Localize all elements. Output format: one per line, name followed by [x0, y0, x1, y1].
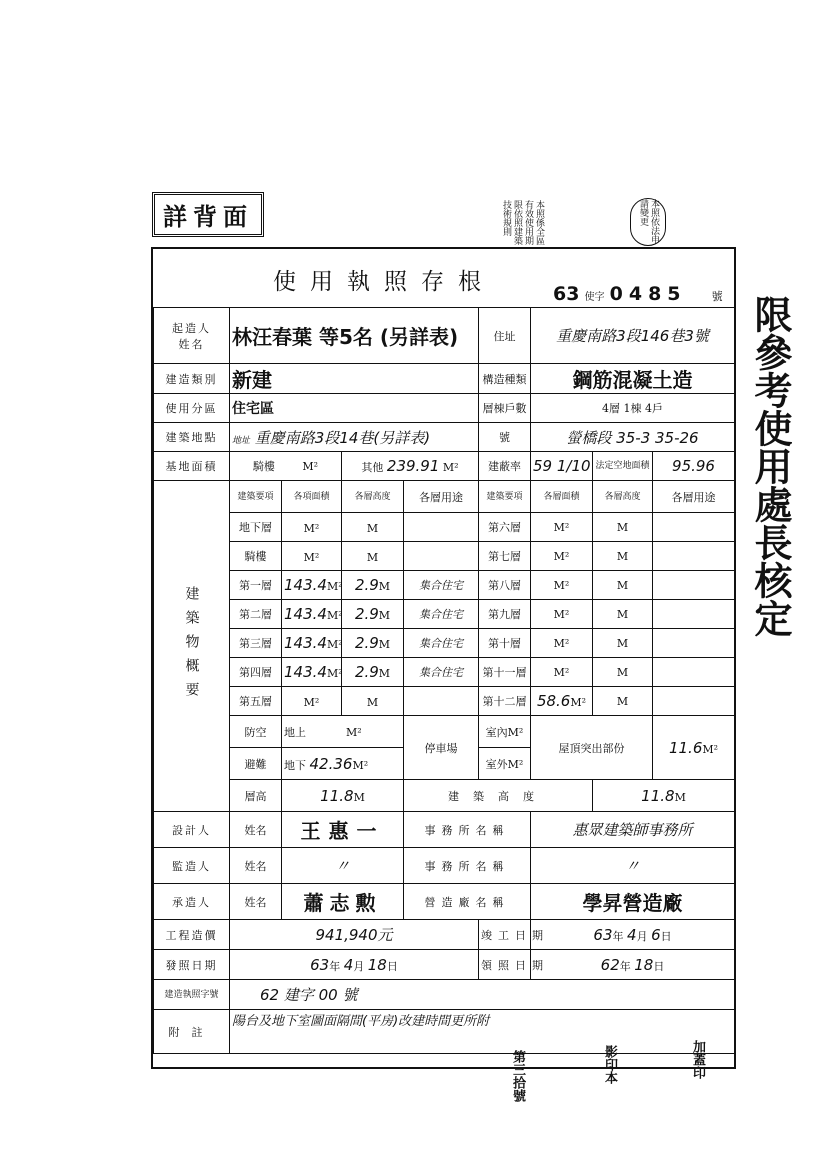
floor-row	[154, 687, 735, 716]
floor-row	[154, 571, 735, 600]
unit-m2: M²	[326, 609, 343, 622]
unit-m2: M²	[326, 580, 343, 593]
cost-row	[154, 920, 735, 950]
issue-day: 18	[367, 955, 387, 974]
floor-area: 143.4	[284, 634, 327, 652]
shelter-row	[154, 716, 735, 748]
corner-stamp-2: 影印本	[602, 1045, 617, 1084]
cost-value: 941,940元	[230, 920, 479, 950]
completion-day: 6	[651, 925, 661, 944]
collect-label: 領照日期	[479, 950, 531, 980]
floors-value: 4層 1棟 4戶	[531, 394, 735, 423]
area-other-label: 其他	[361, 461, 384, 474]
roof-label: 屋頂突出部份	[531, 716, 653, 780]
unit-m: M	[366, 696, 379, 709]
floor-item-right: 第八層	[479, 571, 531, 600]
floor-use-right	[653, 629, 735, 658]
hdr-use-1: 各層用途	[404, 481, 479, 513]
completion-month: 4	[627, 925, 637, 944]
permit-ref-row	[154, 980, 735, 1010]
completion-m: 月	[636, 929, 648, 943]
issue-month: 4	[343, 955, 354, 974]
designer-name-label: 姓名	[230, 812, 282, 848]
floor-use-right	[653, 687, 735, 716]
supervisor-label: 監造人	[154, 848, 230, 884]
floor-height: 2.9	[354, 605, 379, 623]
floor-use: 集合住宅	[404, 571, 479, 600]
unit-m: M	[593, 629, 653, 658]
issue-label: 發照日期	[154, 950, 230, 980]
hdr-height-1: 各層高度	[342, 481, 404, 513]
unit-m2: M²	[303, 522, 320, 535]
floor-height: 2.9	[354, 663, 379, 681]
supervisor-firm: 〃	[531, 848, 735, 884]
floor-height: 2.9	[354, 634, 379, 652]
site-value: 重慶南路3段14巷(另詳表)	[254, 428, 431, 447]
supervisor-row	[154, 848, 735, 884]
legal-label: 法定空地面積	[593, 452, 653, 481]
contractor-firm-label: 營造廠名稱	[404, 884, 531, 920]
unit-m: M	[593, 571, 653, 600]
floor-height-unit: M	[353, 790, 365, 804]
unit-m2: M²	[531, 571, 593, 600]
notes-value: 陽台及地下室圖面隔間(平房)改建時間更所附	[230, 1010, 735, 1054]
floor-area-right: 58.6	[536, 692, 571, 710]
category-label: 建造類別	[154, 364, 230, 394]
unit-m: M	[593, 600, 653, 629]
unit-m2: M²	[303, 551, 320, 564]
unit-m2: M²	[531, 600, 593, 629]
floor-item-left: 第二層	[230, 600, 282, 629]
unit-m2: M²	[531, 629, 593, 658]
permit-word: 使字	[584, 292, 605, 303]
roof-value: 11.6	[668, 738, 703, 757]
shelter-below: 地下	[284, 758, 306, 772]
contractor-label: 承造人	[154, 884, 230, 920]
floor-item-right: 第九層	[479, 600, 531, 629]
ratio-label: 建蔽率	[479, 452, 531, 481]
collect-day: 18	[634, 955, 654, 974]
corner-stamp-1: 第三拾號	[510, 1050, 525, 1102]
permit-ref-label: 建造執照字號	[154, 980, 230, 1010]
building-side-label: 建築物概要	[154, 481, 230, 812]
contractor-row	[154, 884, 735, 920]
designer-firm-label: 事務所名稱	[404, 812, 531, 848]
corner-stamp-3: 加蓋印	[690, 1040, 705, 1079]
completion-year: 63	[593, 925, 613, 944]
shelter-label-2: 避難	[230, 748, 282, 780]
unit-m2: M²	[303, 696, 320, 709]
floor-row	[154, 542, 735, 571]
hdr-use-2: 各層用途	[653, 481, 735, 513]
unit-m: M	[593, 513, 653, 542]
contractor-name: 蕭志勲	[282, 884, 404, 920]
floor-use-right	[653, 542, 735, 571]
designer-row	[154, 812, 735, 848]
designer-firm: 惠眾建築師事務所	[531, 812, 735, 848]
floor-item-left: 地下層	[230, 513, 282, 542]
supervisor-firm-label: 事務所名稱	[404, 848, 531, 884]
contractor-firm: 學昇營造廠	[531, 884, 735, 920]
unit-m: M	[366, 551, 379, 564]
hdr-item-2: 建築要項	[479, 481, 531, 513]
owner-row	[154, 308, 735, 364]
floor-item-right: 第十一層	[479, 658, 531, 687]
unit-m2: M²	[531, 658, 593, 687]
floor-item-right: 第十二層	[479, 687, 531, 716]
floor-use-right	[653, 571, 735, 600]
hdr-area-1: 各項面積	[282, 481, 342, 513]
side-note-2: 本照依法申請變更	[630, 198, 666, 246]
floor-use: 集合住宅	[404, 658, 479, 687]
issue-row	[154, 950, 735, 980]
floor-use-right	[653, 600, 735, 629]
floor-row	[154, 513, 735, 542]
notes-row	[154, 1010, 735, 1054]
unit-m2: M²	[352, 758, 369, 772]
collect-year: 62	[600, 955, 620, 974]
floor-area: 143.4	[284, 576, 327, 594]
floor-use: 集合住宅	[404, 629, 479, 658]
site-addr-prefix: 地址	[232, 435, 251, 446]
floor-use	[404, 513, 479, 542]
supervisor-name-label: 姓名	[230, 848, 282, 884]
issue-d: 日	[386, 959, 398, 973]
floor-use-right	[653, 658, 735, 687]
floor-area: 143.4	[284, 605, 327, 623]
permit-serial: 0485	[609, 283, 687, 305]
hdr-area-2: 各層面積	[531, 481, 593, 513]
floor-row	[154, 658, 735, 687]
parking-label: 停車場	[404, 716, 479, 780]
area-row	[154, 452, 735, 481]
permit-form	[151, 247, 736, 1069]
collect-y: 年	[619, 959, 631, 973]
owner-value: 林汪春葉 等5名 (另詳表)	[230, 308, 479, 364]
unit-m: M	[378, 638, 391, 651]
hdr-item-1: 建築要項	[230, 481, 282, 513]
floor-item-left: 第三層	[230, 629, 282, 658]
floor-item-left: 第五層	[230, 687, 282, 716]
form-title: 使用執照存根	[273, 269, 495, 295]
owner-addr-label: 住址	[479, 308, 531, 364]
zone-label: 使用分區	[154, 394, 230, 423]
permit-number	[553, 283, 723, 305]
owner-label: 起造人 姓名	[154, 308, 230, 364]
area-label: 基地面積	[154, 452, 230, 481]
issue-m: 月	[353, 959, 365, 973]
unit-m2: M²	[702, 742, 719, 756]
unit-m: M	[593, 658, 653, 687]
zone-value: 住宅區	[230, 394, 479, 423]
struct-label: 構造種類	[479, 364, 531, 394]
category-row	[154, 364, 735, 394]
shelter-below-value: 42.36	[309, 754, 353, 773]
detail-back-stamp: 詳背面	[152, 192, 264, 237]
permit-ref-value: 62 建字 00 號	[230, 980, 735, 1010]
permit-suffix: 號	[711, 290, 723, 303]
unit-m: M	[378, 580, 391, 593]
floor-item-right: 第六層	[479, 513, 531, 542]
issue-y: 年	[329, 959, 341, 973]
floor-item-right: 第七層	[479, 542, 531, 571]
floor-use	[404, 542, 479, 571]
floor-height: 2.9	[354, 576, 379, 594]
unit-m2: M²	[531, 542, 593, 571]
area-arcade-unit: M²	[302, 460, 319, 473]
issue-year: 63	[310, 955, 330, 974]
height-row	[154, 780, 735, 812]
unit-m: M	[378, 667, 391, 680]
completion-label: 竣工日期	[479, 920, 531, 950]
unit-m: M	[593, 542, 653, 571]
floor-row	[154, 629, 735, 658]
shelter-above: 地上	[284, 725, 306, 739]
supervisor-name: 〃	[282, 848, 404, 884]
unit-m2: M²	[326, 667, 343, 680]
building-height-unit: M	[674, 790, 686, 804]
unit-m2: M²	[326, 638, 343, 651]
area-other-unit: M²	[442, 461, 459, 474]
owner-addr-value: 重慶南路3段146巷3號	[531, 308, 735, 364]
floor-height-label: 層高	[230, 780, 282, 812]
building-header-row	[154, 481, 735, 513]
permit-table	[153, 307, 735, 1054]
completion-d: 日	[660, 929, 672, 943]
lot-value: 螢橋段 35-3 35-26	[531, 423, 735, 452]
parking-outdoor: 室外M²	[479, 748, 531, 780]
side-note-1: 本照係全區有效使用期限依照建築技術規則	[501, 200, 544, 245]
floor-row	[154, 600, 735, 629]
floor-height-value: 11.8	[320, 786, 354, 805]
floors-label: 層棟戶數	[479, 394, 531, 423]
ratio-value: 59 1/10	[531, 452, 593, 481]
parking-indoor: 室內M²	[479, 716, 531, 748]
contractor-name-label: 姓名	[230, 884, 282, 920]
collect-d: 日	[653, 959, 665, 973]
category-value: 新建	[230, 364, 479, 394]
area-other-value: 239.91	[386, 457, 440, 475]
floor-area: 143.4	[284, 663, 327, 681]
struct-value: 鋼筋混凝土造	[531, 364, 735, 394]
hdr-height-2: 各層高度	[593, 481, 653, 513]
unit-m2: M²	[346, 725, 362, 739]
permit-year: 63	[553, 283, 580, 305]
building-height-value: 11.8	[641, 786, 675, 805]
floor-item-left: 第四層	[230, 658, 282, 687]
area-arcade-label: 騎樓	[252, 460, 275, 473]
floor-item-right: 第十層	[479, 629, 531, 658]
floor-use-right	[653, 513, 735, 542]
zone-row	[154, 394, 735, 423]
edge-text: 限參考使用處長核定	[748, 295, 793, 637]
unit-m: M	[593, 687, 653, 716]
site-label: 建築地點	[154, 423, 230, 452]
legal-value: 95.96	[653, 452, 735, 481]
floor-use: 集合住宅	[404, 600, 479, 629]
designer-name: 王惠一	[282, 812, 404, 848]
unit-m2: M²	[531, 513, 593, 542]
designer-label: 設計人	[154, 812, 230, 848]
cost-label: 工程造價	[154, 920, 230, 950]
unit-m2: M²	[570, 696, 587, 709]
floor-item-left: 騎樓	[230, 542, 282, 571]
lot-label: 號	[479, 423, 531, 452]
completion-y: 年	[612, 929, 624, 943]
floor-item-left: 第一層	[230, 571, 282, 600]
site-row	[154, 423, 735, 452]
unit-m: M	[366, 522, 379, 535]
shelter-label-1: 防空	[230, 716, 282, 748]
building-height-label: 建築高度	[404, 780, 593, 812]
notes-label: 附註	[154, 1010, 230, 1054]
floor-use	[404, 687, 479, 716]
unit-m: M	[378, 609, 391, 622]
